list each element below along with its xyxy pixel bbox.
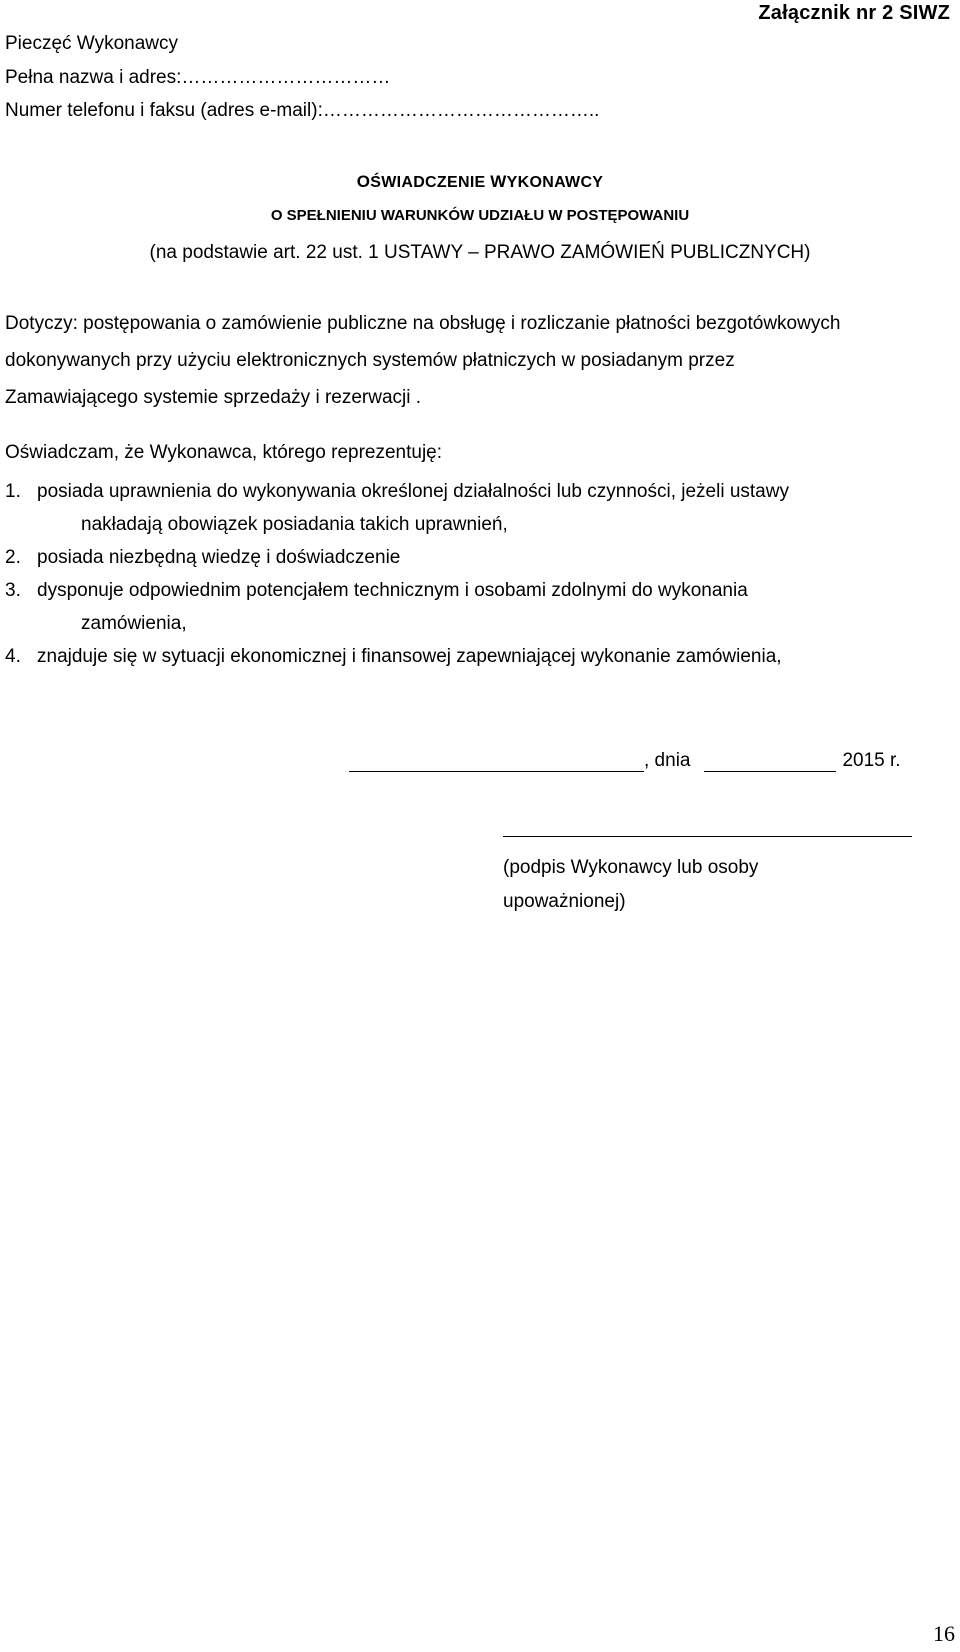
legal-basis: (na podstawie art. 22 ust. 1 USTAWY – PRAWO ZAMÓWIEŃ PUBLICZNYCH) (149, 242, 811, 263)
list-item-continuation: zamówienia, (81, 613, 187, 634)
list-item: 2. posiada niezbędną wiedzę i doświadczenie (5, 547, 401, 568)
contractor-stamp-label: Pieczęć Wykonawcy (5, 33, 178, 54)
place-date-line (349, 750, 901, 772)
date-label: , dnia (644, 750, 691, 771)
page-number: 16 (933, 1621, 955, 1646)
declaration-list (5, 475, 925, 673)
place-blank (349, 753, 644, 772)
contact-field: Numer telefonu i faksu (adres e-mail):…………………………………….. (5, 100, 600, 121)
annex-label: Załącznik nr 2 SIWZ (758, 2, 950, 24)
document-title: OŚWIADCZENIE WYKONAWCY (356, 172, 604, 191)
name-address-field: Pełna nazwa i adres:…………………………… (5, 67, 391, 88)
declaration-intro: Oświadczam, że Wykonawca, którego reprezentuję: (5, 442, 443, 463)
signature-line (503, 836, 912, 837)
document-subtitle: O SPEŁNIENIU WARUNKÓW UDZIAŁU W POSTĘPOWANIU (270, 207, 690, 224)
signature-caption: (podpis Wykonawcy lub osoby upoważnionej) (503, 857, 759, 912)
year-label: 2015 r. (842, 750, 901, 771)
list-item: 4. znajduje się w sytuacji ekonomicznej i finansowej zapewniającej wykonanie zamówienia, (5, 646, 782, 667)
concerns-paragraph: Dotyczy: postępowania o zamówienie publiczne na obsługę i rozliczanie płatności bezgotówkowych dokonywanych przy użyciu elektronicznych systemów płatniczych w posiadanym przez Zamawiającego systemie sprzedaży i rezerwacji . (5, 313, 841, 408)
list-item: 3. dysponuje odpowiednim potencjałem technicznym i osobami zdolnymi do wykonania (5, 580, 748, 601)
list-item: 1. posiada uprawnienia do wykonywania określonej działalności lub czynności, jeżeli ustawy (5, 481, 789, 502)
list-item-continuation: nakładają obowiązek posiadania takich uprawnień, (81, 514, 508, 535)
date-blank (704, 753, 836, 772)
